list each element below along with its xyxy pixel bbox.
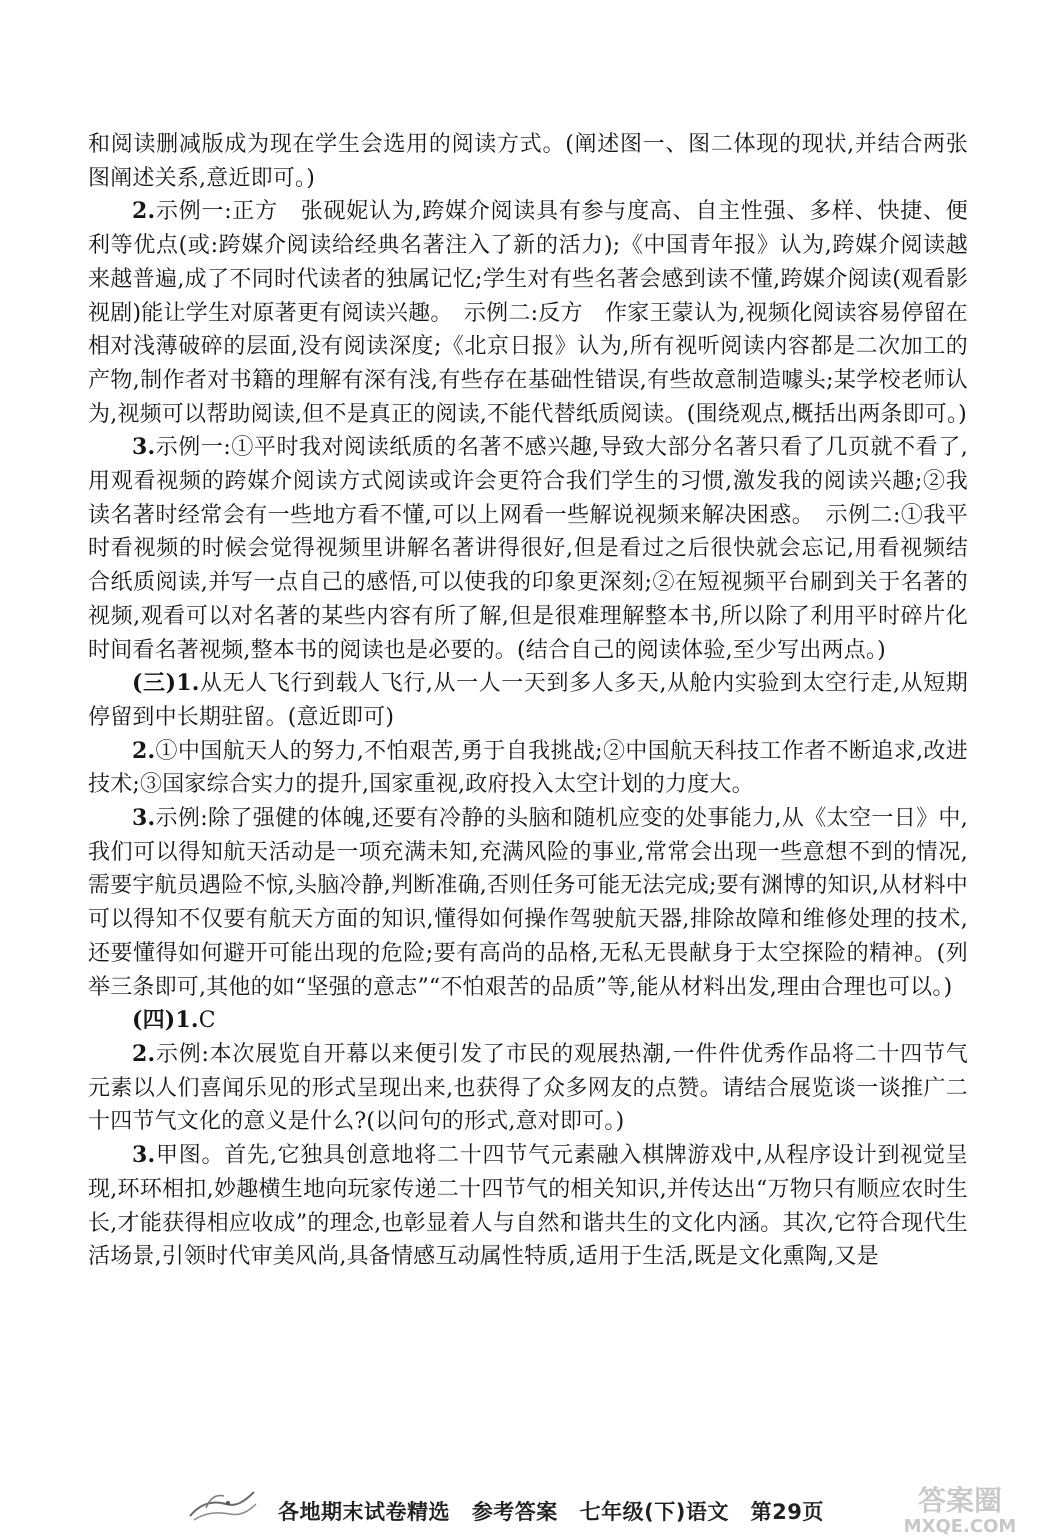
watermark-logo-text: 答案圈 <box>917 1484 1003 1517</box>
item-number: (三)1. <box>132 670 200 697</box>
bird-logo-icon <box>186 1486 258 1526</box>
paragraph-text: 示例:除了强健的体魄,还要有冷静的头脑和随机应变的处事能力,从《太空一日》中,我们可以得知航天活动是一项充满未知,充满风险的事业,常常会出现一些意想不到的情况,需要宇航员遇险不惊,头脑冷静,判断准确,否则任务可能无法完成;要有渊博的知识,从材料中可以得知不仅要有航天方面的知识,懂得如何操作驾驶航天器,排除故障和维修处理的技术,还要懂得如何避开可能出现的危险;要有高尚的品格,无私无畏献身于太空探险的精神。(列举三条即可,其他的如“坚强的意志”“不怕艰苦的品质”等,能从材料出发,理由合理也可以。) <box>88 806 968 1000</box>
item-number: 2. <box>132 198 156 225</box>
paragraph-3 <box>88 431 968 667</box>
footer-caption <box>278 1496 838 1526</box>
paragraph-8 <box>88 1038 968 1139</box>
paragraph-1 <box>88 128 968 195</box>
item-number: 3. <box>132 1142 156 1169</box>
paragraph-7 <box>88 1004 968 1038</box>
footer-book: 各地期末试卷精选 <box>278 1500 450 1524</box>
paragraph-9 <box>88 1139 968 1274</box>
paragraph-text: 甲图。首先,它独具创意地将二十四节气元素融入棋牌游戏中,从程序设计到视觉呈现,环环相扣,妙趣横生地向玩家传递二十四节气的相关知识,并传达出“万物只有顺应农时生长,才能获得相应收成”的理念,也彰显着人与自然和谐共生的文化内涵。其次,它符合现代生活场景,引领时代审美风尚,具备情感互动属性特质,适用于生活,既是文化熏陶,又是 <box>88 1143 968 1270</box>
item-number: (四)1. <box>132 1007 199 1034</box>
paragraph-4 <box>88 667 968 734</box>
item-number: 2. <box>132 737 156 764</box>
paragraph-text: 示例:本次展览自开幕以来便引发了市民的观展热潮,一件件优秀作品将二十四节气元素以人们喜闻乐见的形式呈现出来,也获得了众多网友的点赞。请结合展览谈一谈推广二十四节气文化的意义是什么?(以问句的形式,意对即可。) <box>88 1041 968 1135</box>
paragraph-text: 示例一:①平时我对阅读纸质的名著不感兴趣,导致大部分名著只看了几页就不看了,用观看视频的跨媒介阅读方式阅读或许会更符合我们学生的习惯,激发我的阅读兴趣;②我读名著时经常会有一些地方看不懂,可以上网看一些解说视频来解决困惑。 示例二:①我平时看视频的时候会觉得视频里讲解名著讲得很好,但是看过之后很快就会忘记,用看视频结合纸质阅读,并写一点自己的感悟,可以使我的印象更深刻;②在短视频平台刷到关于名著的视频,观看可以对名著的某些内容有所了解,但是很难理解整本书,所以除了利用平时碎片化时间看名著视频,整本书的阅读也是必要的。(结合自己的阅读体验,至少写出两点。) <box>88 435 968 663</box>
paragraph-text: 从无人飞行到载人飞行,从一人一天到多人多天,从舱内实验到太空行走,从短期停留到中长期驻留。(意近即可) <box>88 671 968 730</box>
paragraph-5 <box>88 735 968 802</box>
paragraph-6 <box>88 802 968 1004</box>
item-number: 3. <box>132 805 156 832</box>
item-number: 2. <box>132 1040 156 1067</box>
paragraph-text: 示例一:正方 张砚妮认为,跨媒介阅读具有参与度高、自主性强、多样、快捷、便利等优点(或:跨媒介阅读给经典名著注入了新的活力);《中国青年报》认为,跨媒介阅读越来越普遍,成了不同时代读者的独属记忆;学生对有些名著会感到读不懂,跨媒介阅读(观看影视剧)能让学生对原著更有阅读兴趣。 示例二:反方 作家王蒙认为,视频化阅读容易停留在相对浅薄破碎的层面,没有阅读深度;《北京日报》认为,所有视听阅读内容都是二次加工的产物,制作者对书籍的理解有深有浅,有些存在基础性错误,有些故意制造噱头;某学校老师认为,视频可以帮助阅读,但不是真正的阅读,不能代替纸质阅读。(围绕观点,概括出两条即可。) <box>88 199 968 427</box>
paragraph-text: ①中国航天人的努力,不怕艰苦,勇于自我挑战;②中国航天科技工作者不断追求,改进技术;③国家综合实力的提升,国家重视,政府投入太空计划的力度大。 <box>88 738 968 798</box>
footer-page: 第29页 <box>750 1500 824 1524</box>
watermark-logo <box>880 1480 1040 1536</box>
paragraph-text: C <box>198 1008 216 1034</box>
paragraph-text: 和阅读删减版成为现在学生会选用的阅读方式。(阐述图一、图二体现的现状,并结合两张图阐述关系,意近即可。) <box>88 132 968 191</box>
footer-grade: 七年级(下)语文 <box>579 1500 729 1524</box>
footer-section: 参考答案 <box>471 1500 558 1524</box>
watermark-url: MXQE.COM <box>903 1516 1017 1536</box>
item-number: 3. <box>132 434 156 461</box>
answer-text-block <box>88 128 968 1274</box>
paragraph-2 <box>88 195 968 431</box>
